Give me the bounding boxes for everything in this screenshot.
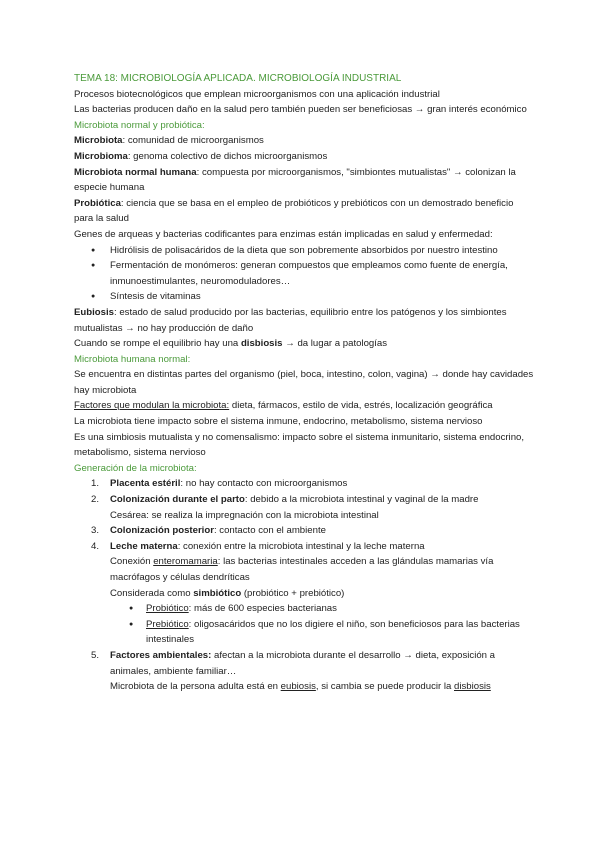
definition-microbiota-normal-humana: Microbiota normal humana: compuesta por microorganismos, "simbiontes mutualistas" → colonizan la especie humana: [74, 166, 516, 194]
definition-microbioma: Microbioma: genoma colectivo de dichos microorganismos: [74, 150, 328, 162]
list-item: ● Síntesis de vitaminas: [74, 289, 534, 305]
item-4-simbiotico: Considerada como simbiótico (probiótico + prebiótico): [110, 587, 345, 599]
numbered-item-4: 4. Leche materna: conexión entre la microbiota intestinal y la leche materna: [91, 540, 425, 552]
numbered-item-3: 3. Colonización posterior: contacto con el ambiente: [91, 525, 326, 537]
paragraph-simbiosis: Es una simbiosis mutualista y no comensalismo: impacto sobre el sistema inmunitario, sistema endocrino, metabolismo, sistema nervioso: [74, 431, 525, 459]
definition-probiotica: Probiótica: ciencia que se basa en el empleo de probióticos y prebióticos con un demostrado beneficio para la salud: [74, 197, 514, 225]
definition-eubiosis: Eubiosis: estado de salud producido por las bacterias, equilibrio entre los patógenos y los simbiontes mutualistas → no hay producción de daño: [74, 306, 507, 334]
list-item: ● Prebiótico: oligosacáridos que no los digiere el niño, son beneficiosos para las bacterias intestinales: [74, 617, 534, 648]
list-item: ● Hidrólisis de polisacáridos de la dieta que son pobremente absorbidos por nuestro intestino: [74, 243, 534, 259]
numbered-item-1: 1. Placenta estéril: no hay contacto con microorganismos: [91, 478, 348, 490]
intro-paragraph-2: Las bacterias producen daño en la salud pero también pueden ser beneficiosas → gran interés económico: [74, 104, 527, 116]
section-heading-generacion: Generación de la microbiota:: [74, 462, 197, 474]
paragraph-genes: Genes de arqueas y bacterias codificantes para enzimas están implicadas en salud y enfermedad:: [74, 228, 493, 240]
item-2-subtext: Cesárea: se realiza la impregnación con la microbiota intestinal: [110, 509, 379, 521]
section-heading-microbiota-humana: Microbiota humana normal:: [74, 353, 191, 365]
intro-paragraph-1: Procesos biotecnológicos que emplean microorganismos con una aplicación industrial: [74, 88, 440, 100]
paragraph-disbiosis: Cuando se rompe el equilibrio hay una disbiosis → da lugar a patologías: [74, 338, 388, 350]
numbered-item-2: 2. Colonización durante el parto: debido a la microbiota intestinal y vaginal de la madre: [91, 494, 479, 506]
definition-microbiota: Microbiota: comunidad de microorganismos: [74, 135, 264, 147]
paragraph-factores: Factores que modulan la microbiota: dieta, fármacos, estilo de vida, estrés, localización geográfica: [74, 400, 493, 412]
list-item: ● Fermentación de monómeros: generan compuestos que empleamos como fuente de energía, inmunoestimulantes, neuromoduladores…: [74, 258, 534, 289]
page-title: TEMA 18: MICROBIOLOGÍA APLICADA. MICROBIOLOGÍA INDUSTRIAL: [74, 73, 402, 84]
numbered-item-5: 5. Factores ambientales: afectan a la microbiota durante el desarrollo → dieta, exposición a animales, ambiente familiar…: [91, 649, 496, 677]
paragraph-impacto: La microbiota tiene impacto sobre el sistema inmune, endocrino, metabolismo, sistema nervioso: [74, 416, 483, 428]
document-page: [74, 71, 534, 695]
list-item: ● Probiótico: más de 600 especies bacterianas: [74, 601, 534, 617]
paragraph-organismo: Se encuentra en distintas partes del organismo (piel, boca, intestino, colon, vagina) → donde hay cavidades hay microbiota: [74, 369, 534, 396]
item-4-conexion: Conexión enteromamaria: las bacterias intestinales acceden a las glándulas mamarias vía macrófagos y células dendríticas: [110, 556, 494, 583]
item-5-subtext: Microbiota de la persona adulta está en eubiosis, si cambia se puede producir la disbiosis: [110, 681, 491, 693]
section-heading-microbiota-normal: Microbiota normal y probiótica:: [74, 119, 205, 131]
